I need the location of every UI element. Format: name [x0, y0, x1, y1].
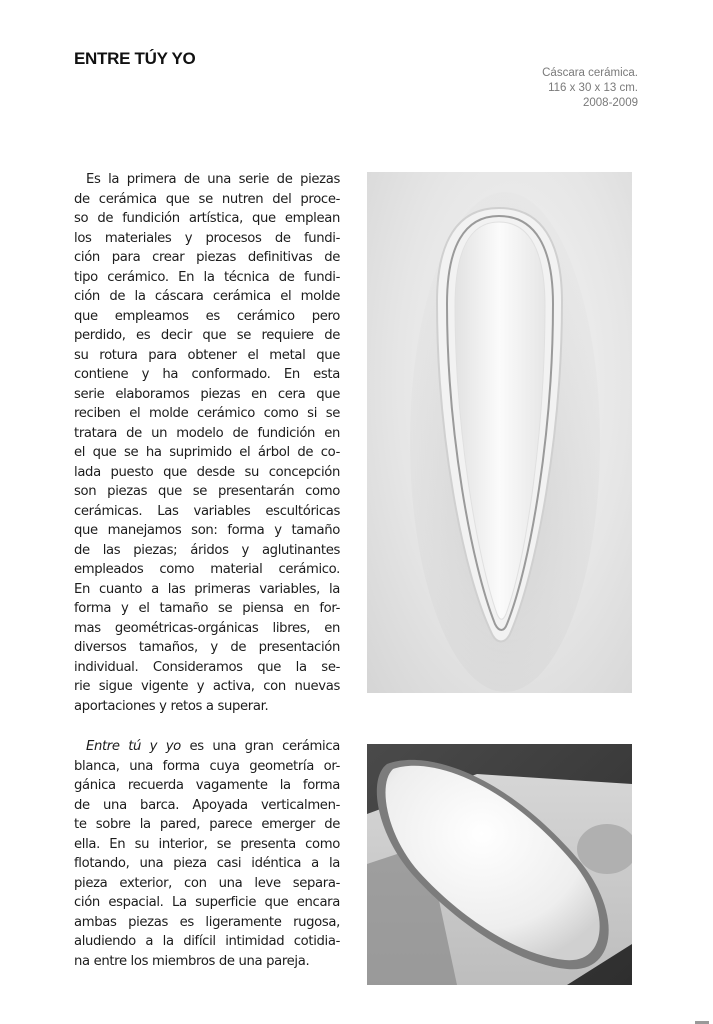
text-line: el que se ha suprimido el árbol de co- — [74, 445, 340, 460]
text-line: de las piezas; áridos y aglutinantes — [74, 542, 340, 558]
text-line: flotando, una pieza casi idéntica a la — [74, 856, 340, 871]
text-line: ción de la cáscara cerámica el molde — [74, 289, 340, 304]
paragraph-1 — [74, 170, 340, 716]
ceramic-shell-illustration — [367, 172, 632, 693]
text-fragment: es una gran cerámica — [180, 739, 340, 754]
text-line: En cuanto a las primeras variables, la — [74, 581, 340, 597]
text-line: gánica recuerda vagamente la forma — [74, 778, 340, 793]
text-line: contiene y ha conformado. En esta — [74, 367, 340, 382]
page-title: ENTRE TÚY YO — [74, 49, 196, 68]
text-line: de una barca. Apoyada verticalmen- — [74, 797, 340, 813]
text-line: ción para crear piezas definitivas de — [74, 250, 340, 265]
text-line: cerámicas. Las variables escultóricas — [74, 503, 340, 519]
text-line: lada puesto que desde su concepción — [74, 464, 340, 480]
text-line-first — [74, 737, 340, 757]
text-line: ción espacial. La superficie que encara — [74, 895, 340, 910]
text-line: tratara de un modelo de fundición en — [74, 425, 340, 441]
text-line: aludiendo a la difícil intimidad cotidia- — [74, 934, 340, 949]
text-line: na entre los miembros de una pareja. — [74, 953, 310, 969]
text-line: mas geométricas-orgánicas libres, en — [74, 620, 340, 636]
caption-years: 2008-2009 — [583, 97, 638, 109]
text-line: son piezas que se presentarán como — [74, 484, 340, 499]
text-line: tipo cerámico. En la técnica de fundi- — [74, 269, 340, 285]
text-line: blanca, una forma cuya geometría or- — [74, 758, 340, 774]
text-line: forma y el tamaño se piensa en for- — [74, 601, 340, 616]
ceramic-shell-studio-illustration — [367, 744, 632, 985]
caption-dimensions: 116 x 30 x 13 cm. — [548, 82, 638, 94]
text-line: serie elaboramos piezas en cera que — [74, 386, 340, 402]
text-line: que manejamos son: forma y tamaño — [74, 523, 340, 538]
photo-wall-sculpture — [367, 172, 632, 693]
text-line: su rotura para obtener el metal que — [74, 347, 340, 363]
text-line: ella. En su interior, se presenta como — [74, 836, 340, 852]
text-line: Es la primera de una serie de piezas — [86, 172, 340, 187]
text-line: rie sigue vigente y activa, con nuevas — [74, 679, 340, 694]
caption-material: Cáscara cerámica. — [542, 67, 638, 79]
text-line: de cerámica que se nutren del proce- — [74, 191, 340, 207]
text-line: empleados como material cerámico. — [74, 562, 340, 577]
text-line: te sobre la pared, parece emerger de — [74, 817, 340, 832]
text-line: aportaciones y retos a superar. — [74, 698, 269, 714]
artwork-caption — [542, 66, 638, 111]
photo-studio-sculpture — [367, 744, 632, 985]
text-line: individual. Consideramos que la se- — [74, 659, 340, 675]
text-line: so de fundición artística, que emplean — [74, 211, 340, 226]
text-line: que empleamos es cerámico pero — [74, 308, 340, 324]
text-line: reciben el molde cerámico como si se — [74, 406, 340, 421]
paragraph-2 — [74, 737, 340, 971]
text-line: ambas piezas es ligeramente rugosa, — [74, 914, 340, 930]
text-line: diversos tamaños, y de presentación — [74, 640, 340, 655]
text-line: pieza exterior, con una leve separa- — [74, 875, 340, 891]
text-line: perdido, es decir que se requiere de — [74, 328, 340, 343]
text-line: los materiales y procesos de fundi- — [74, 230, 340, 246]
artwork-title-italic: Entre tú y yo — [86, 739, 181, 754]
